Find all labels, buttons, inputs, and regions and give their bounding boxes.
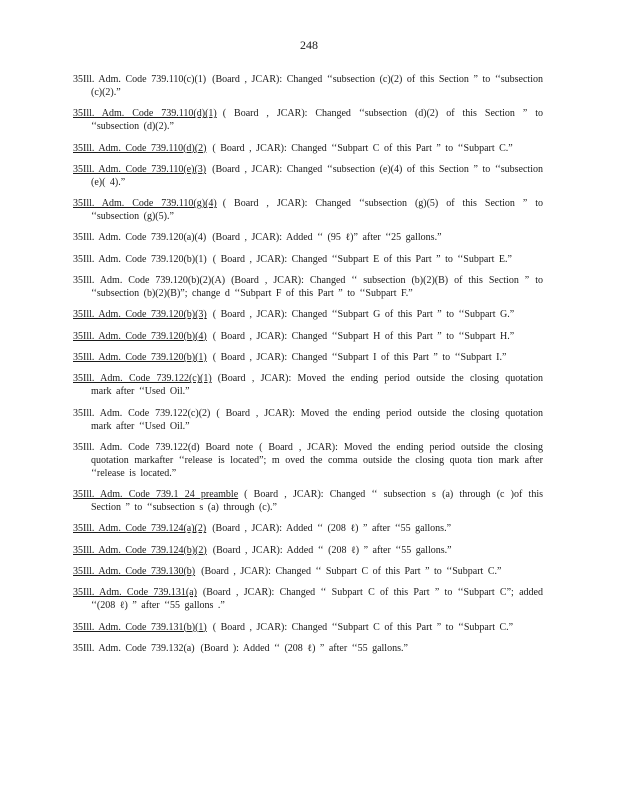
amendment-entry bbox=[73, 330, 543, 343]
entry-text: (Board ): Added ‘‘ (208 ℓ) ” after ‘‘55 gallons.” bbox=[200, 642, 408, 654]
entry-text: ( Board , JCAR): Changed ‘‘Subpart C of this Part ” to ‘‘Subpart C.” bbox=[212, 142, 513, 154]
amendment-entry bbox=[73, 163, 543, 189]
entry-citation: 35Ill. Adm. Code 739.110(d)(1) bbox=[73, 108, 217, 120]
amendment-entry bbox=[73, 197, 543, 223]
amendment-entry bbox=[73, 253, 543, 266]
entry-text: ( Board , JCAR): Changed ‘‘Subpart H of this Part ” to ‘‘Subpart H.” bbox=[212, 330, 515, 342]
entry-citation: 35Ill. Adm. Code 739.110(g)(4) bbox=[73, 198, 217, 210]
page-number: 248 bbox=[300, 38, 318, 52]
amendment-entry bbox=[73, 642, 543, 655]
entry-citation: 35Ill. Adm. Code 739.120(b)(3) bbox=[73, 309, 207, 321]
entry-text: ( Board , JCAR): Changed ‘‘subsection (d)(2) of this Section ” to ‘‘subsection (d)(2).” bbox=[91, 108, 543, 133]
amendment-entry bbox=[73, 308, 543, 321]
entry-citation: 35Ill. Adm. Code 739.120(b)(1) bbox=[73, 351, 207, 363]
entry-text: (Board , JCAR): Changed ‘‘ Subpart C of this Part ” to ‘‘Subpart C”; added ‘‘(208 ℓ) ” after ‘‘55 gallons .” bbox=[91, 587, 543, 612]
entry-text: ( Board , JCAR): Changed ‘‘ subsection s (a) through (c )of this Section ” to ‘‘subsection s (a) through (c).” bbox=[91, 489, 543, 514]
entry-citation: 35Ill. Adm. Code 739.120(b)(2)(A) bbox=[73, 275, 226, 287]
entry-text: (Board , JCAR): Added ‘‘ (95 ℓ)” after ‘‘25 gallons.” bbox=[212, 232, 442, 244]
entry-citation: 35Ill. Adm. Code 739.110(e)(3) bbox=[73, 163, 207, 175]
entry-citation: 35Ill. Adm. Code 739.110(d)(2) bbox=[73, 142, 207, 154]
entry-citation: 35Ill. Adm. Code 739.122(d) Board note bbox=[73, 441, 254, 453]
entry-text: ( Board , JCAR): Moved the ending period outside the closing quotation mark after ‘‘Used Oil.” bbox=[91, 407, 543, 432]
entry-citation: 35Ill. Adm. Code 739.110(c)(1) bbox=[73, 74, 207, 85]
entry-text: (Board , JCAR): Changed ‘‘subsection (c)(2) of this Section ” to ‘‘subsection (c)(2).” bbox=[91, 74, 543, 98]
entry-citation: 35Ill. Adm. Code 739.122(c)(2) bbox=[73, 407, 211, 419]
amendment-entry bbox=[73, 565, 543, 578]
amendment-entry bbox=[73, 351, 543, 364]
entry-text: ( Board , JCAR): Changed ‘‘Subpart E of this Part ” to ‘‘Subpart E.” bbox=[212, 253, 512, 265]
entry-text: (Board , JCAR): Changed ‘‘ subsection (b)(2)(B) of this Section ” to ‘‘subsection (b)(2)(B)”; change d ‘‘Subpart F of this Part ” to ‘‘Subpart F.” bbox=[91, 275, 544, 300]
amendment-entry bbox=[73, 274, 543, 300]
entry-text: ( Board , JCAR): Moved the ending period outside the closing quotation markafter ‘‘release is located”; m oved the comma outside the closing quota tion mark after ‘‘release is located.” bbox=[91, 441, 543, 479]
entry-text: (Board , JCAR): Moved the ending period outside the closing quotation mark after ‘‘Used Oil.” bbox=[91, 373, 544, 398]
amendment-entry bbox=[73, 107, 543, 133]
entry-citation: 35Ill. Adm. Code 739.122(c)(1) bbox=[73, 373, 212, 385]
amendment-entry bbox=[73, 586, 543, 612]
amendment-entry bbox=[73, 522, 543, 535]
amendment-entry bbox=[73, 488, 543, 514]
amendment-entry bbox=[73, 544, 543, 557]
amendment-list bbox=[73, 73, 543, 663]
amendment-entry bbox=[73, 73, 543, 99]
amendment-entry bbox=[73, 372, 543, 398]
amendment-entry bbox=[73, 621, 543, 634]
entry-text: ( Board , JCAR): Changed ‘‘Subpart C of this Part ” to ‘‘Subpart C.” bbox=[212, 621, 514, 633]
amendment-entry bbox=[73, 407, 543, 433]
entry-text: (Board , JCAR): Added ‘‘ (208 ℓ) ” after ‘‘55 gallons.” bbox=[212, 523, 452, 535]
entry-citation: 35Ill. Adm. Code 739.132(a) bbox=[73, 642, 195, 654]
entry-citation: 35Ill. Adm. Code 739.124(a)(2) bbox=[73, 523, 207, 535]
entry-citation: 35Ill. Adm. Code 739.120(b)(1) bbox=[73, 253, 207, 265]
amendment-entry bbox=[73, 441, 543, 480]
entry-citation: 35Ill. Adm. Code 739.120(a)(4) bbox=[73, 232, 207, 244]
entry-citation: 35Ill. Adm. Code 739.130(b) bbox=[73, 566, 196, 578]
amendment-entry bbox=[73, 142, 543, 155]
entry-text: ( Board , JCAR): Changed ‘‘Subpart G of this Part ” to ‘‘Subpart G.” bbox=[212, 309, 515, 321]
entry-text: (Board , JCAR): Changed ‘‘ Subpart C of this Part ” to ‘‘Subpart C.” bbox=[201, 566, 502, 578]
entry-text: ( Board , JCAR): Changed ‘‘Subpart I of this Part ” to ‘‘Subpart I.” bbox=[212, 351, 507, 363]
entry-citation: 35Ill. Adm. Code 739.131(b)(1) bbox=[73, 621, 207, 633]
entry-text: ( Board , JCAR): Changed ‘‘subsection (g)(5) of this Section ” to ‘‘subsection (g)(5).” bbox=[91, 198, 543, 223]
entry-citation: 35Ill. Adm. Code 739.1 24 preamble bbox=[73, 489, 239, 501]
entry-citation: 35Ill. Adm. Code 739.120(b)(4) bbox=[73, 330, 207, 342]
entry-text: (Board , JCAR): Changed ‘‘subsection (e)(4) of this Section ” to ‘‘subsection (e)( 4).” bbox=[91, 163, 543, 188]
entry-citation: 35Ill. Adm. Code 739.131(a) bbox=[73, 587, 197, 599]
entry-text: (Board , JCAR): Added ‘‘ (208 ℓ) ” after ‘‘55 gallons.” bbox=[212, 544, 452, 556]
amendment-entry bbox=[73, 231, 543, 244]
entry-citation: 35Ill. Adm. Code 739.124(b)(2) bbox=[73, 544, 207, 556]
